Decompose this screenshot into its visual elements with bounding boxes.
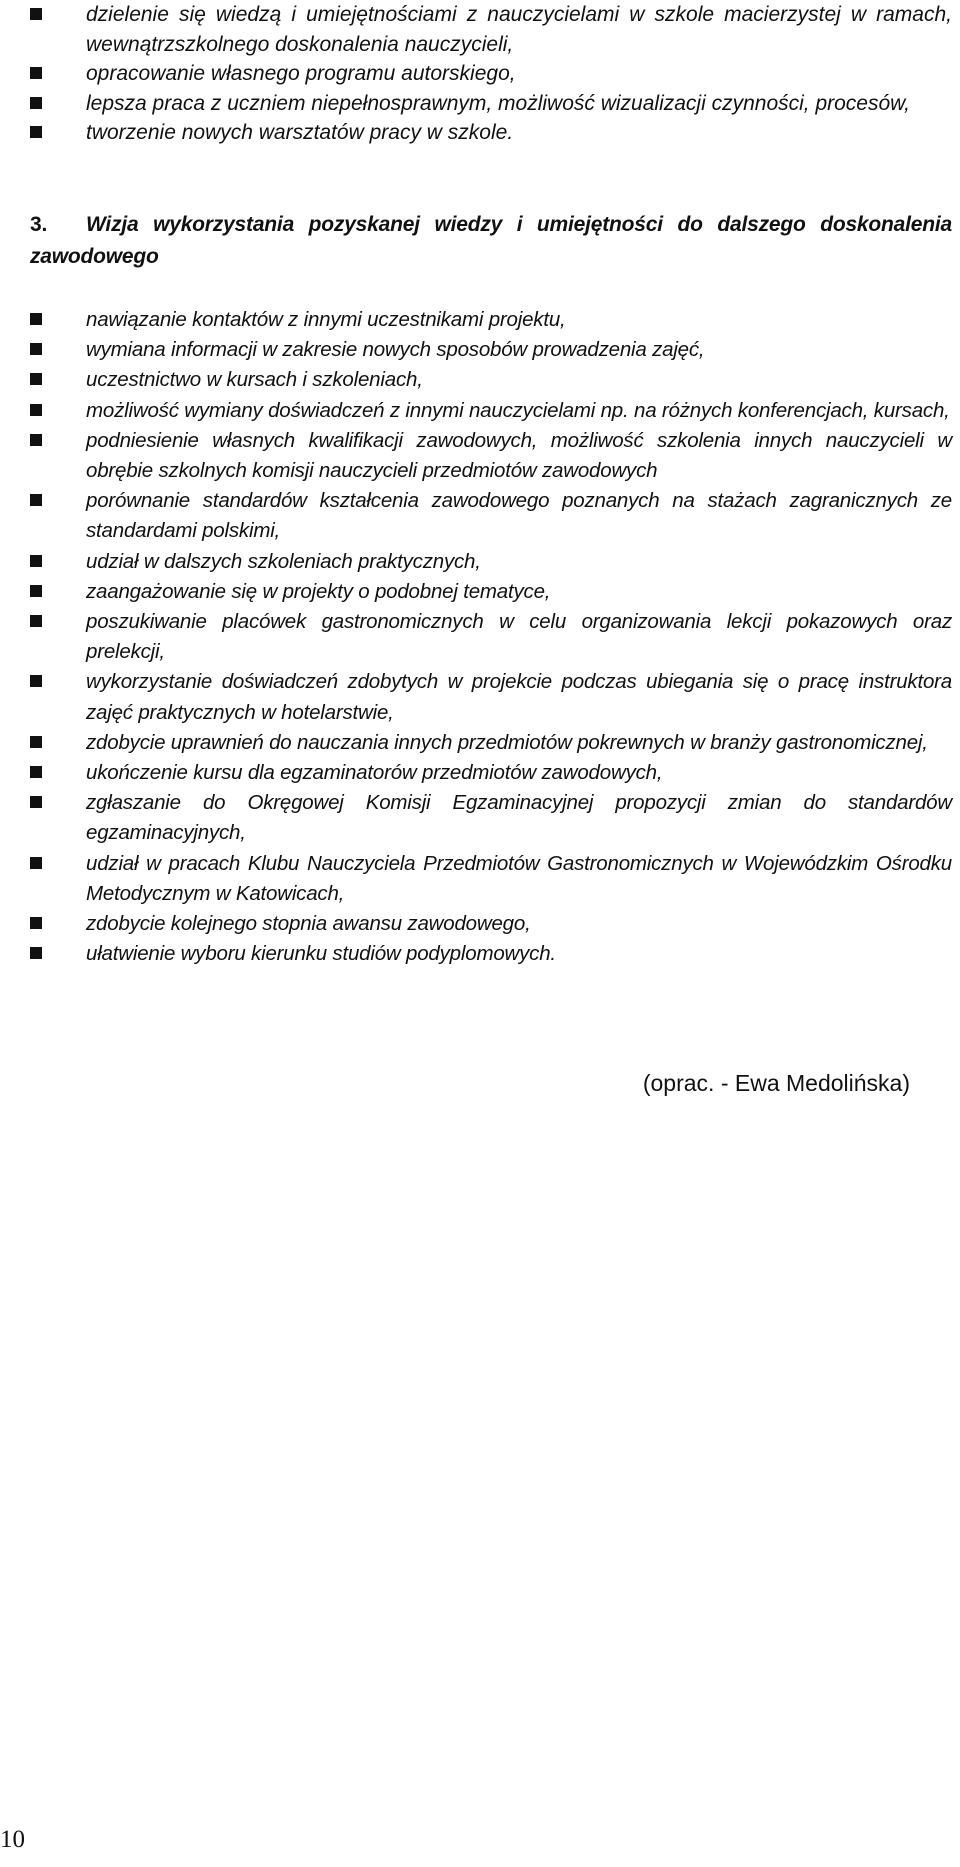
list-item: opracowanie własnego programu autorskiego, [0, 59, 952, 89]
square-bullet-icon [30, 736, 42, 748]
page-number: 10 [0, 1826, 25, 1853]
square-bullet-icon [30, 373, 42, 385]
square-bullet-icon [30, 126, 42, 138]
square-bullet-icon [30, 857, 42, 869]
list-item: poszukiwanie placówek gastronomicznych w celu organizowania lekcji pokazowych oraz prelekcji, [0, 607, 952, 667]
section-number: 3. [30, 213, 48, 236]
square-bullet-icon [30, 555, 42, 567]
list-item: nawiązanie kontaktów z innymi uczestnikami projektu, [0, 305, 952, 335]
author-signature: (oprac. - Ewa Medolińska) [642, 1070, 910, 1096]
list-item: dzielenie się wiedzą i umiejętnościami z nauczycielami w szkole macierzystej w ramach, wewnątrzszkolnego doskonalenia nauczycieli, [0, 0, 952, 59]
section-title: Wizja wykorzystania pozyskanej wiedzy i umiejętności do dalszego doskonalenia zawodowego [30, 213, 952, 268]
square-bullet-icon [30, 404, 42, 416]
list-item: ukończenie kursu dla egzaminatorów przedmiotów zawodowych, [0, 758, 952, 788]
square-bullet-icon [30, 494, 42, 506]
square-bullet-icon [30, 766, 42, 778]
square-bullet-icon [30, 675, 42, 687]
list-item: zdobycie kolejnego stopnia awansu zawodowego, [0, 909, 952, 939]
list-item: udział w pracach Klubu Nauczyciela Przedmiotów Gastronomicznych w Wojewódzkim Ośrodku Metodycznym w Katowicach, [0, 849, 952, 909]
top-bullet-list [0, 0, 952, 148]
list-item: udział w dalszych szkoleniach praktycznych, [0, 547, 952, 577]
main-bullet-list [0, 305, 952, 969]
square-bullet-icon [30, 313, 42, 325]
list-item: lepsza praca z uczniem niepełnosprawnym, możliwość wizualizacji czynności, procesów, [0, 89, 952, 119]
square-bullet-icon [30, 615, 42, 627]
list-item: wykorzystanie doświadczeń zdobytych w projekcie podczas ubiegania się o pracę instruktora zajęć praktycznych w hotelarstwie, [0, 667, 952, 727]
list-item: porównanie standardów kształcenia zawodowego poznanych na stażach zagranicznych ze standardami polskimi, [0, 486, 952, 546]
list-item: możliwość wymiany doświadczeń z innymi nauczycielami np. na różnych konferencjach, kursach, [0, 396, 952, 426]
square-bullet-icon [30, 917, 42, 929]
square-bullet-icon [30, 97, 42, 109]
section-heading [30, 209, 952, 273]
list-item: tworzenie nowych warsztatów pracy w szkole. [0, 118, 952, 148]
list-item: zaangażowanie się w projekty o podobnej tematyce, [0, 577, 952, 607]
list-item: podniesienie własnych kwalifikacji zawodowych, możliwość szkolenia innych nauczycieli w obrębie szkolnych komisji nauczycieli przedmiotów zawodowych [0, 426, 952, 486]
list-item: ułatwienie wyboru kierunku studiów podyplomowych. [0, 939, 952, 969]
square-bullet-icon [30, 585, 42, 597]
list-item: zdobycie uprawnień do nauczania innych przedmiotów pokrewnych w branży gastronomicznej, [0, 728, 952, 758]
list-item: zgłaszanie do Okręgowej Komisji Egzaminacyjnej propozycji zmian do standardów egzaminacyjnych, [0, 788, 952, 848]
square-bullet-icon [30, 947, 42, 959]
square-bullet-icon [30, 796, 42, 808]
square-bullet-icon [30, 67, 42, 79]
square-bullet-icon [30, 343, 42, 355]
square-bullet-icon [30, 8, 42, 20]
list-item: uczestnictwo w kursach i szkoleniach, [0, 365, 952, 395]
square-bullet-icon [30, 434, 42, 446]
list-item: wymiana informacji w zakresie nowych sposobów prowadzenia zajęć, [0, 335, 952, 365]
